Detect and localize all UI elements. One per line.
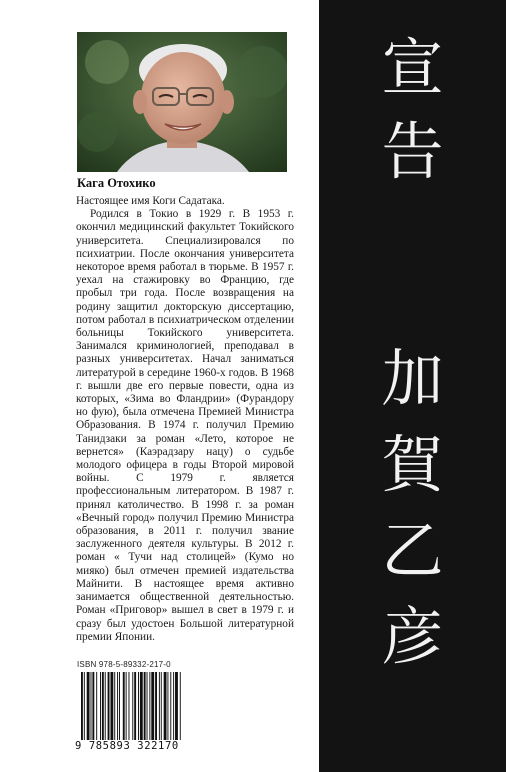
barcode-bar: [140, 672, 143, 740]
bio-paragraph: Настоящее имя Коги Садатака.: [76, 195, 225, 207]
barcode-bar: [164, 672, 167, 740]
barcode-bar: [117, 672, 118, 740]
barcode-bar: [100, 672, 101, 740]
barcode-bar: [102, 672, 104, 740]
book-title-vertical: [319, 26, 506, 194]
barcode-bar: [151, 672, 154, 740]
isbn-label: ISBN 978-5-89332-217-0: [77, 660, 171, 669]
barcode-bar: [138, 672, 139, 740]
barcode-bar: [173, 672, 174, 740]
barcode-image: [77, 672, 193, 750]
barcode-bar: [175, 672, 178, 740]
author-char: 乙: [381, 514, 444, 587]
barcode-bar: [129, 672, 130, 740]
barcode-bar: [144, 672, 146, 740]
title-char: 告: [381, 115, 444, 188]
barcode-bar: [87, 672, 90, 740]
author-biography: [76, 195, 294, 644]
barcode-bar: [159, 672, 160, 740]
barcode-bar: [110, 672, 113, 740]
barcode-bar: [155, 672, 157, 740]
barcode-bar: [105, 672, 106, 740]
barcode-bar: [132, 672, 133, 740]
barcode-bar: [81, 672, 83, 740]
barcode-bar: [96, 672, 97, 740]
barcode-bar: [170, 672, 171, 740]
barcode-bar: [147, 672, 148, 740]
bio-paragraph: Родился в Токио в 1929 г. В 1953 г. окончил медицинский факультет Токийского университета. Специализировался по психиатрии. После окончания университета некоторое время работал в тюрьме. В 1957 г. уехал на стажировку во Францию, где пробыл три года. После возвращения на родину защитил докторскую диссертацию, потом работал в психиатрическом отделении больницы Токийского университета. Занимался криминологией, преподавал в разных университетах. Начал заниматься литературой в середине 1960-х годов. В 1968 г. вышли две его первые повести, одна из которых, «Зима во Фландрии» (Фурандору но фую), была отмечена Премией Министра Образования. В 1974 г. получил Премию Танидзаки за роман «Лето, которое не вернется» (Каэрадзару нацу) о судьбе молодого офицера в годы Второй мировой войны. С 1979 г. является профессиональным литератором. В 1987 г. принял католичество. В 1998 г. за роман «Вечный город» получил Премию Министра образования, в 2011 г. получил звание заслуженного деятеля культуры. В 2012 г. роман « Тучи над столицей» (Кумо но мияко) был отмечен премией издательства Майнити. В настоящее время активно занимается общественной деятельностью. Роман «Приговор» вышел в свет в 1979 г. и сразу был удостоен Большой литературной премии Японии.: [76, 208, 294, 643]
author-char: 彦: [381, 600, 444, 673]
barcode-bar: [123, 672, 125, 740]
barcode-bar: [92, 672, 94, 740]
author-portrait-image: [77, 32, 287, 172]
barcode-bar: [180, 672, 181, 740]
author-name-vertical: [319, 336, 506, 680]
barcode-bar: [167, 672, 168, 740]
barcode-bar: [149, 672, 150, 740]
barcode-bar: [119, 672, 120, 740]
barcode-bar: [84, 672, 85, 740]
barcode-bar: [161, 672, 162, 740]
title-char: 宣: [381, 31, 444, 104]
author-name-heading: Кага Отохико: [77, 176, 156, 190]
barcode-bar: [126, 672, 127, 740]
barcode-bar: [108, 672, 110, 740]
barcode-digits: 9 785893 322170: [75, 740, 197, 752]
author-char: 加: [381, 342, 444, 415]
author-photo: [77, 32, 287, 172]
author-char: 賀: [381, 428, 444, 501]
barcode-bar: [91, 672, 92, 740]
barcode-bar: [114, 672, 115, 740]
barcode-bar: [134, 672, 136, 740]
